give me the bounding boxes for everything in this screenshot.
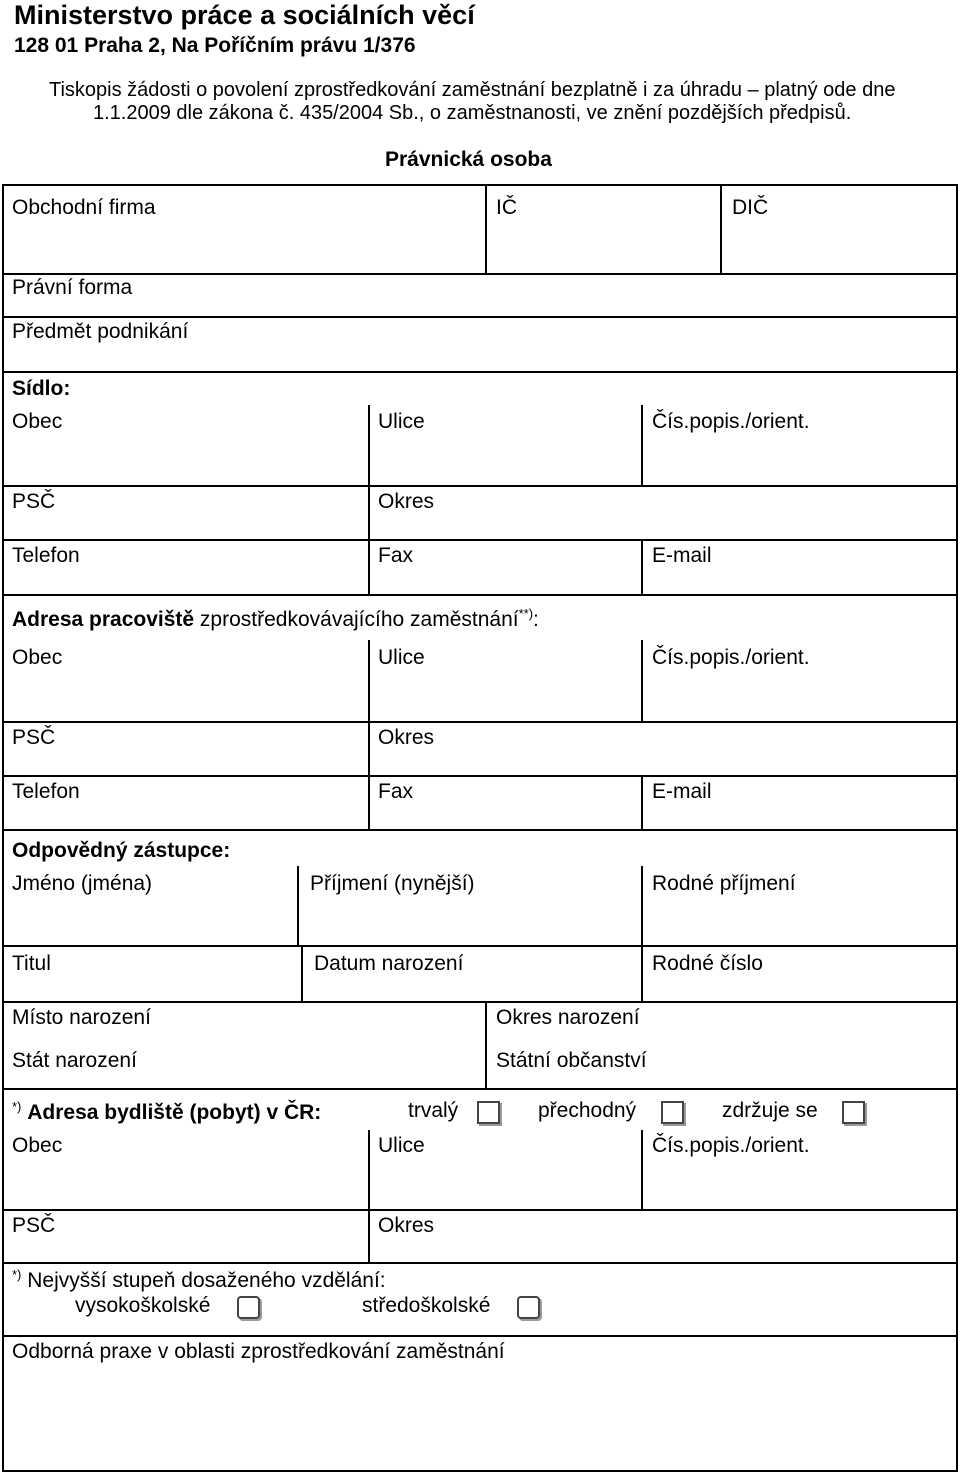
pracoviste-footnote-mark: **) (518, 606, 534, 621)
pravni-forma-label: Právní forma (12, 276, 133, 299)
sidlo-cislo-label: Čís.popis./orient. (652, 410, 810, 433)
row-divider (2, 1209, 958, 1211)
sidlo-telefon-label: Telefon (12, 544, 80, 567)
pracoviste-ulice-label: Ulice (378, 646, 425, 669)
row-divider (2, 829, 958, 831)
stredoskolske-label: středoškolské (362, 1294, 491, 1317)
col-divider (485, 1001, 487, 1089)
trvaly-label: trvalý (408, 1099, 459, 1122)
bydliste-cislo-label: Čís.popis./orient. (652, 1134, 810, 1157)
pracoviste-obec-label: Obec (12, 646, 63, 669)
intro-text-line1: Tiskopis žádosti o povolení zprostředkování zaměstnání bezplatně i za úhradu – platný ode dne (49, 79, 896, 101)
col-divider (368, 485, 370, 595)
prechodny-label: přechodný (538, 1099, 637, 1122)
row-divider (2, 273, 958, 275)
section-title: Právnická osoba (385, 148, 552, 171)
odborna-praxe-label: Odborná praxe v oblasti zprostředkování zaměstnání (12, 1340, 505, 1363)
bydliste-heading-text: Adresa bydliště (pobyt) v ČR: (27, 1101, 322, 1124)
intro-text-line2: 1.1.2009 dle zákona č. 435/2004 Sb., o zaměstnanosti, ve znění pozdějších předpisů. (93, 102, 852, 124)
pracoviste-cislo-label: Čís.popis./orient. (652, 646, 810, 669)
col-divider (485, 184, 487, 274)
pracoviste-telefon-label: Telefon (12, 780, 80, 803)
pracoviste-heading-colon: : (533, 608, 539, 631)
bydliste-okres-label: Okres (378, 1214, 435, 1237)
bydliste-heading (12, 1099, 321, 1125)
row-divider (2, 721, 958, 723)
row-divider (2, 1001, 958, 1003)
pracoviste-heading-bold: Adresa pracoviště (12, 608, 195, 631)
form-top-border (2, 184, 958, 186)
stredoskolske-checkbox[interactable] (517, 1296, 540, 1319)
bydliste-ulice-label: Ulice (378, 1134, 425, 1157)
pracoviste-okres-label: Okres (378, 726, 435, 749)
row-divider (2, 316, 958, 318)
trvaly-checkbox[interactable] (477, 1101, 500, 1124)
col-divider (368, 1209, 370, 1263)
row-divider (2, 539, 958, 541)
sidlo-email-label: E-mail (652, 544, 712, 567)
titul-label: Titul (12, 952, 51, 975)
vysokoskolske-checkbox[interactable] (237, 1296, 260, 1319)
sidlo-psc-label: PSČ (12, 490, 56, 513)
sidlo-fax-label: Fax (378, 544, 414, 567)
sidlo-okres-label: Okres (378, 490, 435, 513)
bydliste-footnote-mark: *) (12, 1099, 22, 1114)
datum-narozeni-label: Datum narození (314, 952, 464, 975)
zdrzuje-se-label: zdržuje se (722, 1099, 818, 1122)
col-divider (297, 866, 299, 946)
form-bottom-border (2, 1470, 958, 1472)
form-right-border (956, 184, 958, 1472)
col-divider (720, 184, 722, 274)
ministry-address: 128 01 Praha 2, Na Poříčním právu 1/376 (14, 34, 416, 57)
col-divider (641, 539, 643, 595)
misto-narozeni-label: Místo narození (12, 1006, 151, 1029)
prijmeni-label: Příjmení (nynější) (310, 872, 475, 895)
sidlo-ulice-label: Ulice (378, 410, 425, 433)
row-divider (2, 594, 958, 596)
bydliste-obec-label: Obec (12, 1134, 63, 1157)
col-divider (368, 405, 370, 486)
jmeno-label: Jméno (jména) (12, 872, 153, 895)
pracoviste-heading (12, 606, 539, 632)
predmet-podnikani-label: Předmět podnikání (12, 320, 189, 343)
col-divider (641, 775, 643, 830)
okres-narozeni-label: Okres narození (496, 1006, 640, 1029)
zastupce-heading: Odpovědný zástupce: (12, 839, 231, 862)
pracoviste-heading-rest: zprostředkovávajícího zaměstnání (194, 608, 519, 631)
col-divider (641, 640, 643, 722)
row-divider (2, 775, 958, 777)
pracoviste-email-label: E-mail (652, 780, 712, 803)
zdrzuje-se-checkbox[interactable] (842, 1101, 865, 1124)
rodne-cislo-label: Rodné číslo (652, 952, 763, 975)
pracoviste-fax-label: Fax (378, 780, 414, 803)
col-divider (301, 945, 303, 1002)
col-divider (641, 866, 643, 946)
vzdelani-footnote-mark: *) (12, 1267, 22, 1282)
vysokoskolske-label: vysokoškolské (75, 1294, 211, 1317)
sidlo-heading: Sídlo: (12, 377, 71, 400)
col-divider (641, 945, 643, 1002)
row-divider (2, 371, 958, 373)
row-divider (2, 1088, 958, 1090)
stat-narozeni-label: Stát narození (12, 1049, 137, 1072)
col-divider (641, 405, 643, 486)
row-divider (2, 1335, 958, 1337)
sidlo-obec-label: Obec (12, 410, 63, 433)
col-divider (368, 721, 370, 830)
row-divider (2, 945, 958, 947)
ic-label: IČ (496, 196, 517, 219)
rodne-prijmeni-label: Rodné příjmení (652, 872, 796, 895)
form-left-border (2, 184, 4, 1472)
pracoviste-psc-label: PSČ (12, 726, 56, 749)
obchodni-firma-label: Obchodní firma (12, 196, 156, 219)
row-divider (2, 1262, 958, 1264)
dic-label: DIČ (732, 196, 769, 219)
statni-obcanstvi-label: Státní občanství (496, 1049, 647, 1072)
col-divider (641, 1130, 643, 1210)
col-divider (368, 640, 370, 722)
ministry-title: Ministerstvo práce a sociálních věcí (14, 0, 475, 30)
col-divider (368, 1130, 370, 1210)
vzdelani-heading-text: Nejvyšší stupeň dosaženého vzdělání: (27, 1269, 386, 1292)
prechodny-checkbox[interactable] (661, 1101, 684, 1124)
vzdelani-heading (12, 1267, 386, 1293)
row-divider (2, 485, 958, 487)
bydliste-psc-label: PSČ (12, 1214, 56, 1237)
